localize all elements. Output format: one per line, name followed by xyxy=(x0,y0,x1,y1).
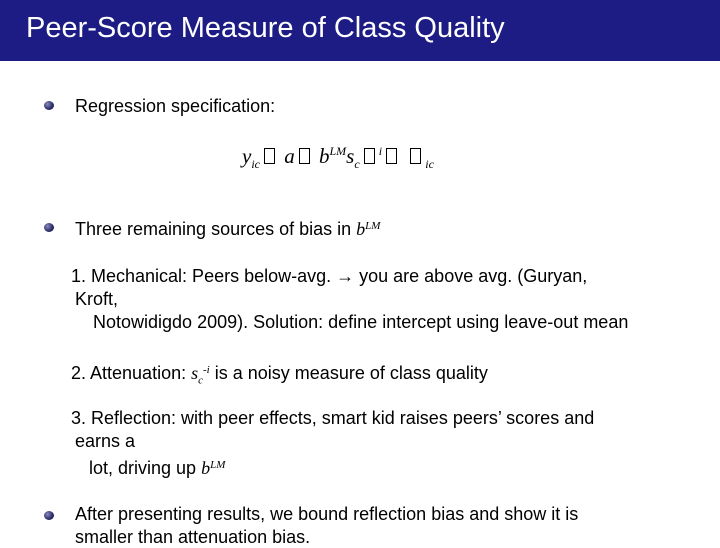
item-reflection-line3: lot, driving up $b^{LM}$ xyxy=(89,458,226,478)
bullet-dot xyxy=(44,101,54,110)
item-mechanical-line1: 1. Mechanical: Peers below-avg. → you are above avg. (Guryan, xyxy=(71,266,588,286)
epsilon-glyph-box xyxy=(410,148,421,164)
slide-title: Peer-Score Measure of Class Quality xyxy=(26,12,505,44)
bullet-after-results-line1: After presenting results, we bound reflection bias and show it is xyxy=(75,504,579,524)
bullet-dot xyxy=(44,223,54,232)
minus-glyph-box xyxy=(364,148,375,164)
item-reflection-line1: 3. Reflection: with peer effects, smart kid raises peers’ scores and xyxy=(71,408,595,428)
equals-glyph-box xyxy=(264,148,275,164)
item-reflection-line2: earns a xyxy=(75,431,136,451)
plus-glyph-box xyxy=(299,148,310,164)
bullet-bias-text: Three remaining sources of bias in xyxy=(75,219,352,239)
bullet-dot xyxy=(44,511,54,520)
bias-term: $b^{LM}$ xyxy=(356,219,381,239)
item-mechanical-line3: Notowidigdo 2009). Solution: define intercept using leave-out mean xyxy=(93,312,629,332)
attenuation-variable: $s_c^{-i}$ xyxy=(191,363,210,387)
item-mechanical-line2: Kroft, xyxy=(75,289,119,309)
bullet-after-results-line2: smaller than attenuation bias. xyxy=(75,527,311,547)
bias-term-2: $b^{LM}$ xyxy=(201,458,226,478)
regression-equation: $y_{ic}$ a $b^{LM}s_c^i$ $_{ic}$ xyxy=(242,144,434,172)
plus-glyph-box-2 xyxy=(386,148,397,164)
item-attenuation: 2. Attenuation: $s_c^{-i}$ is a noisy measure of class quality xyxy=(71,363,488,387)
bullet-regression: Regression specification: xyxy=(75,96,276,116)
bullet-bias-sources xyxy=(75,215,380,240)
